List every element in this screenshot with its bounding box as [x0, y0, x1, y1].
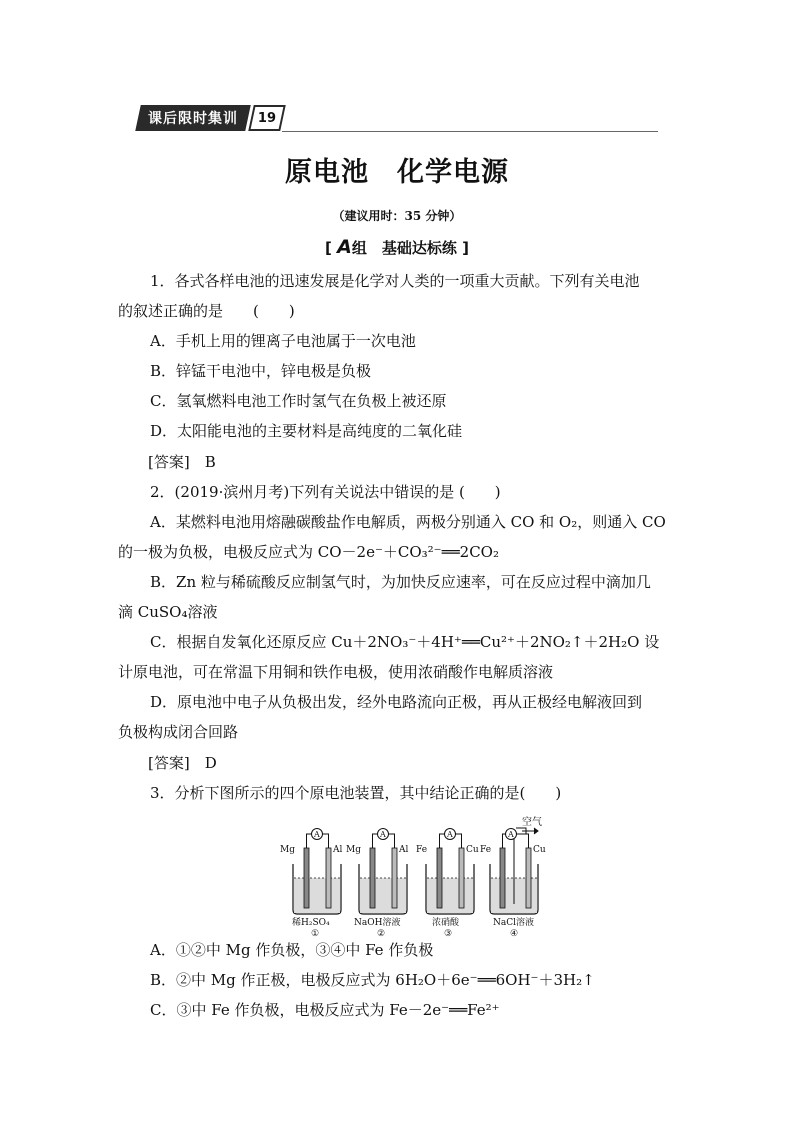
- q2-option-a-line2: 的一极为负极，电极反应式为 CO－2e⁻＋CO₃²⁻══2CO₂: [118, 543, 499, 561]
- q2-option-a-line1: A．某燃料电池用熔融碳酸盐作电解质，两极分别通入 CO 和 O₂，则通入 CO: [150, 513, 666, 531]
- svg-text:浓硝酸: 浓硝酸: [432, 918, 460, 928]
- svg-text:NaCl溶液: NaCl溶液: [493, 918, 535, 928]
- q1-option-d: D．太阳能电池的主要材料是高纯度的二氧化硅: [150, 422, 463, 440]
- q1-option-c: C．氢氧燃料电池工作时氢气在负极上被还原: [150, 392, 447, 410]
- svg-text:Al: Al: [333, 845, 343, 855]
- air-arrow-icon: [516, 828, 538, 834]
- svg-text:③: ③: [444, 929, 453, 939]
- q3-option-c: C．③中 Fe 作负极，电极反应式为 Fe－2e⁻══Fe²⁺: [150, 1001, 500, 1019]
- cell-3: [416, 829, 479, 940]
- svg-text:NaOH溶液: NaOH溶液: [354, 918, 401, 928]
- svg-text:A: A: [380, 830, 386, 839]
- q2-stem: 2．(2019·滨州月考)下列有关说法中错误的是 ( ): [150, 483, 501, 501]
- svg-text:Cu: Cu: [466, 845, 479, 855]
- page-title: 原电池 化学电源: [285, 157, 509, 188]
- cell-2: [346, 829, 408, 940]
- q3-stem: 3．分析下图所示的四个原电池装置，其中结论正确的是( ): [150, 784, 562, 802]
- galvanic-cells-diagram: [276, 812, 556, 939]
- q1-stem-line1: 1．各式各样电池的迅速发展是化学对人类的一项重大贡献。下列有关电池: [150, 272, 640, 290]
- svg-text:④: ④: [510, 929, 519, 939]
- q3-option-a: A．①②中 Mg 作负极，③④中 Fe 作负极: [150, 941, 434, 959]
- svg-text:Cu: Cu: [533, 845, 546, 855]
- q1-stem-line2: 的叙述正确的是 ( ): [118, 302, 295, 320]
- svg-text:①: ①: [311, 929, 320, 939]
- svg-text:A: A: [508, 830, 514, 839]
- badge-label: 课后限时集训: [135, 105, 251, 131]
- q1-option-a: A．手机上用的锂离子电池属于一次电池: [150, 332, 416, 350]
- q2-option-b-line1: B．Zn 粒与稀硫酸反应制氢气时，为加快反应速率，可在反应过程中滴加几: [150, 573, 651, 591]
- q2-option-c-line2: 计原电池，可在常温下用铜和铁作电极，使用浓硝酸作电解质溶液: [118, 663, 554, 681]
- svg-text:Al: Al: [399, 845, 409, 855]
- svg-text:Mg: Mg: [280, 845, 295, 855]
- svg-text:②: ②: [377, 929, 386, 939]
- q3-option-b: B．②中 Mg 作正极，电极反应式为 6H₂O＋6e⁻══6OH⁻＋3H₂↑: [150, 971, 595, 989]
- q1-answer: [答案] B: [148, 453, 216, 471]
- time-suggestion: （建议用时：35 分钟）: [332, 209, 462, 223]
- svg-text:Mg: Mg: [346, 845, 361, 855]
- section-badge: [135, 105, 286, 131]
- q2-option-b-line2: 滴 CuSO₄溶液: [118, 603, 218, 621]
- q2-option-c-line1: C．根据自发氧化还原反应 Cu＋2NO₃⁻＋4H⁺══Cu²⁺＋2NO₂↑＋2H₂O 设: [150, 633, 660, 651]
- svg-text:A: A: [314, 830, 320, 839]
- svg-text:Fe: Fe: [416, 845, 428, 855]
- svg-text:Fe: Fe: [480, 845, 492, 855]
- svg-text:稀H₂SO₄: 稀H₂SO₄: [292, 918, 330, 928]
- badge-number: 19: [248, 105, 286, 131]
- header-divider: [282, 131, 658, 132]
- air-label: 空气: [522, 817, 542, 828]
- q1-option-b: B．锌锰干电池中，锌电极是负极: [150, 362, 372, 380]
- group-heading: [ A组 基础达标练 ]: [325, 236, 469, 258]
- q2-option-d-line2: 负极构成闭合回路: [118, 723, 239, 741]
- cell-1: [280, 829, 342, 940]
- q2-option-d-line1: D．原电池中电子从负极出发，经外电路流向正极，再从正极经电解液回到: [150, 693, 643, 711]
- q2-answer: [答案] D: [148, 754, 217, 772]
- cell-4: [480, 829, 546, 940]
- svg-text:A: A: [447, 830, 453, 839]
